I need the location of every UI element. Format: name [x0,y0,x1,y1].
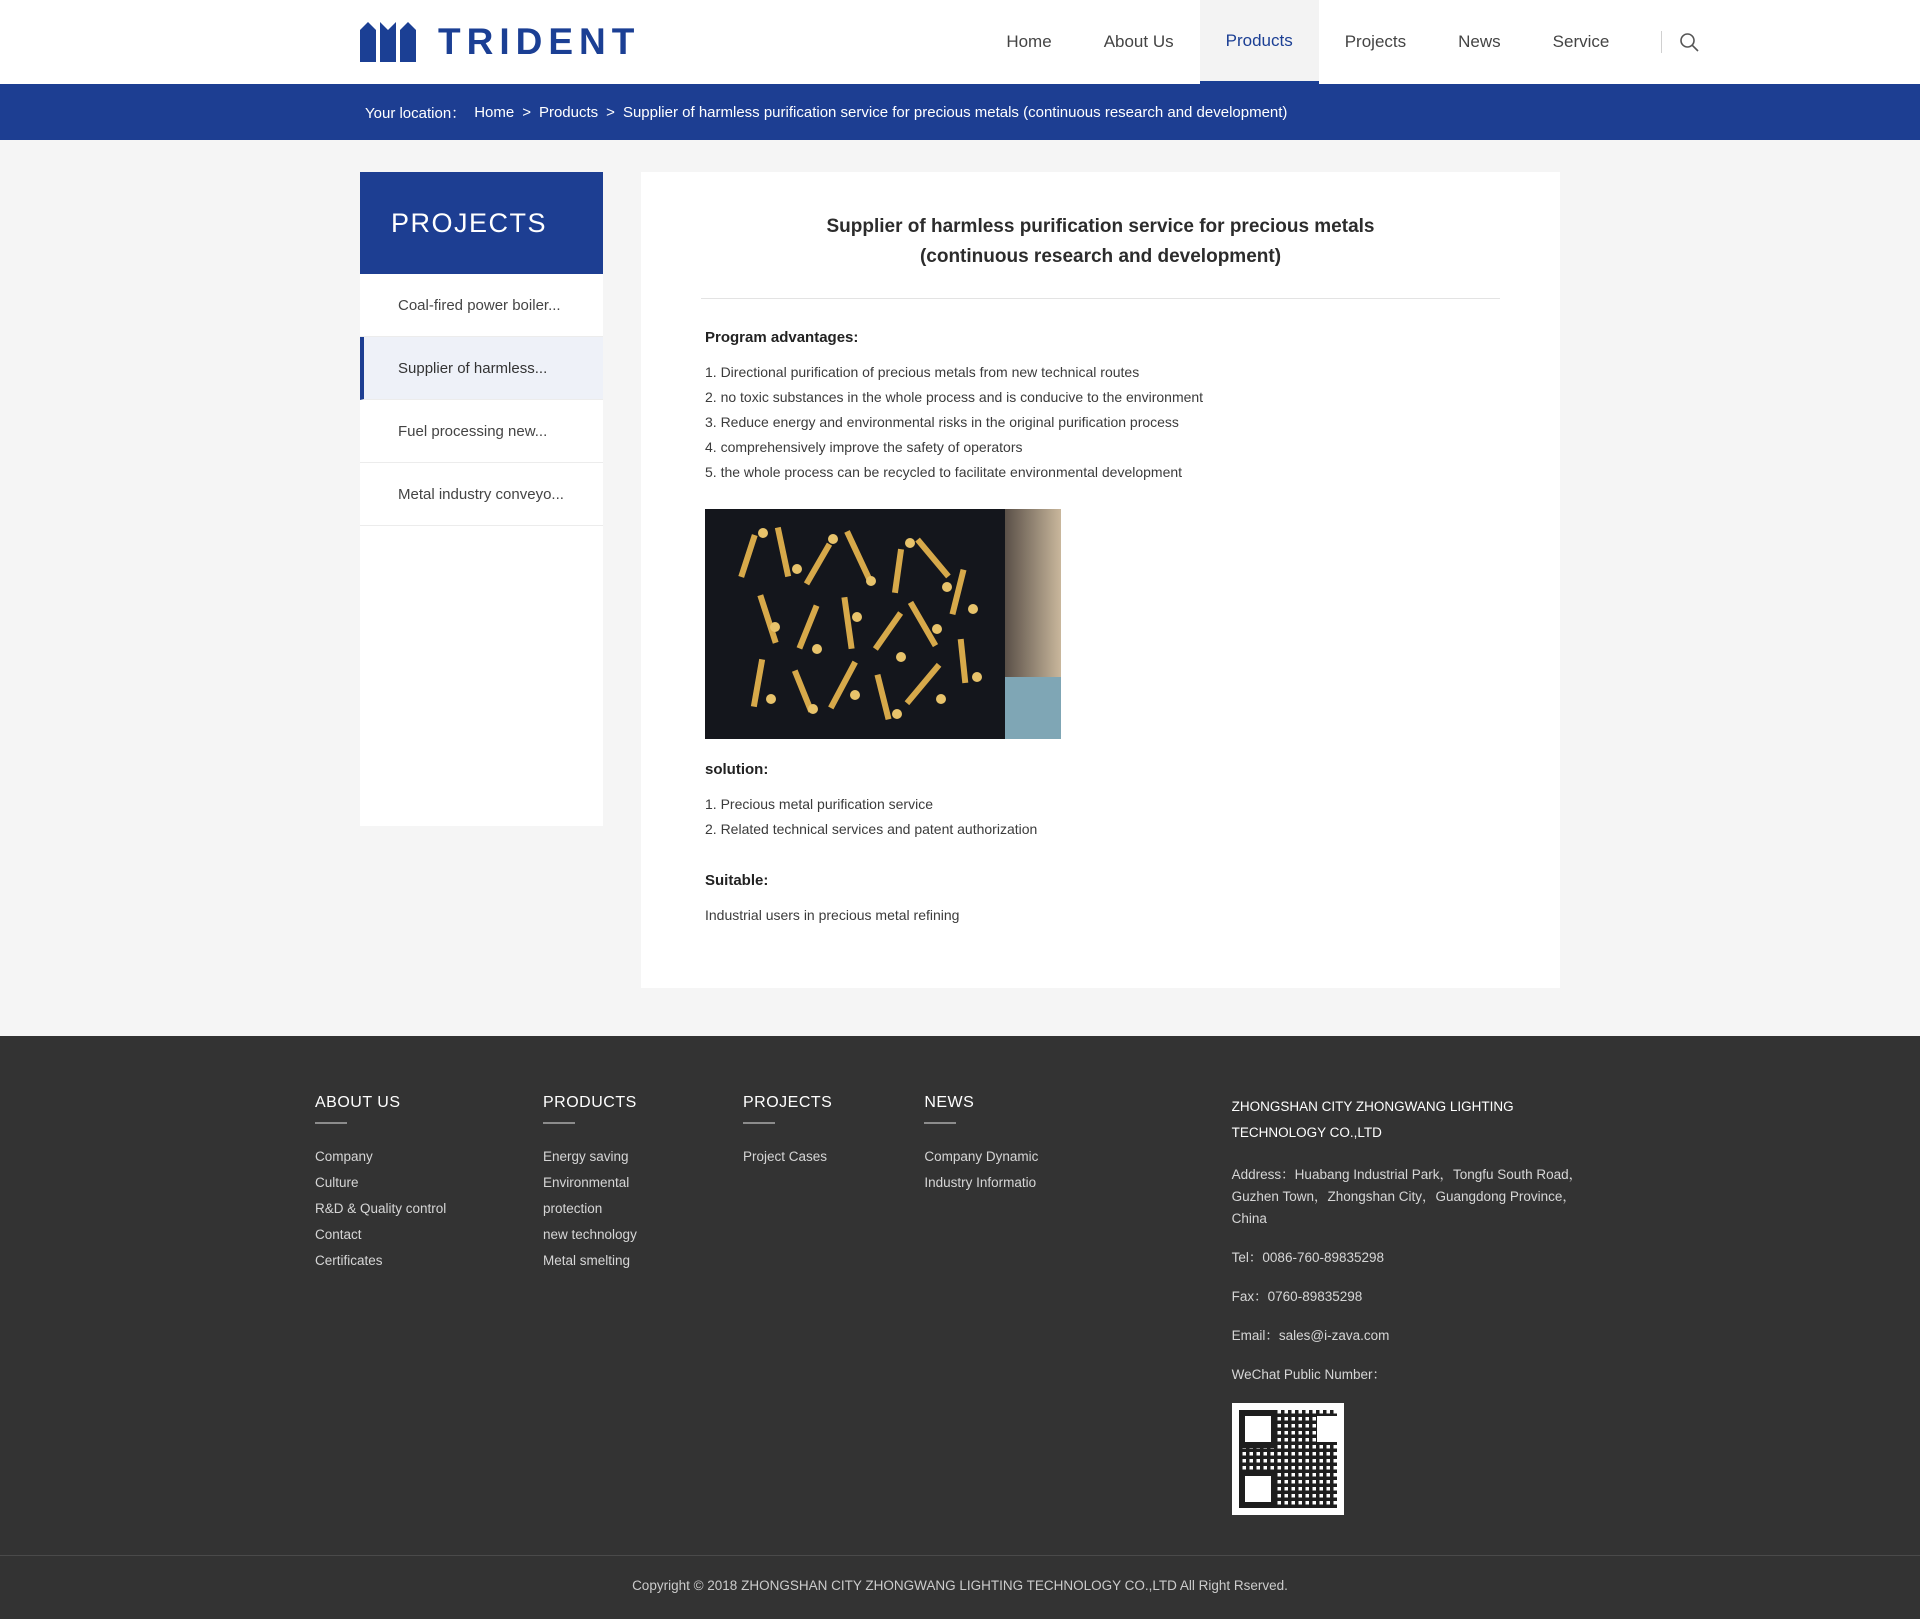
sidebar-item-metal-industry-conveyor[interactable]: Metal industry conveyo... [360,463,603,526]
footer-link-project-cases[interactable]: Project Cases [743,1149,828,1164]
footer-email: Email：sales@i-zava.com [1231,1328,1390,1343]
footer-company-name: ZHONGSHAN CITY ZHONGWANG LIGHTING TECHNOLOGY CO.,LTD [1231,1099,1514,1140]
breadcrumb-bar [0,84,1920,140]
nav-item-products[interactable]: Products [1200,0,1319,84]
footer-fax: Fax：0760-89835298 [1231,1289,1363,1304]
product-photo [705,509,1061,739]
nav-item-projects[interactable]: Projects [1344,32,1407,51]
logo[interactable] [358,0,640,84]
suitable-text: Industrial users in precious metal refining [705,907,960,923]
footer-link-environmental-protection[interactable]: Environmental protection [543,1175,630,1216]
advantage-line: 5. the whole process can be recycled to facilitate environmental development [705,464,1183,480]
footer-address: Address：Huabang Industrial Park，Tongfu South Road，Guzhen Town，Zhongshan City，Guangdong Province，China [1231,1167,1583,1226]
breadcrumb-separator: > [606,103,615,121]
footer-link-energy-saving[interactable]: Energy saving [543,1149,629,1164]
footer-column-about-us [315,1094,483,1274]
nav-item-home[interactable]: Home [1006,32,1052,51]
nav-item-about-us[interactable]: About Us [1103,32,1174,51]
breadcrumb-item-products[interactable]: Products [538,103,599,121]
footer-heading-news: NEWS [924,1094,975,1111]
advantage-line: 4. comprehensively improve the safety of operators [705,439,1023,455]
footer-column-projects [743,1094,864,1170]
sidebar-title: PROJECTS [360,172,603,274]
footer-link-industry-information[interactable]: Industry Informatio [924,1175,1037,1190]
advantage-line: 2. no toxic substances in the whole process and is conducive to the environment [705,389,1204,405]
breadcrumb-prefix: Your location： [365,104,467,122]
solution-heading: solution: [705,761,769,778]
footer-rule [743,1122,775,1124]
page-title: Supplier of harmless purification service for precious metals (continuous research and development) [701,212,1500,299]
footer-rule [315,1122,347,1124]
advantage-line: 1. Directional purification of precious metals from new technical routes [705,364,1140,380]
footer-link-rd-quality-control[interactable]: R&D & Quality control [315,1201,447,1216]
footer-link-new-technology[interactable]: new technology [543,1227,637,1242]
main-nav [980,0,1700,84]
sidebar-item-coal-fired-power-boiler[interactable]: Coal-fired power boiler... [360,274,603,337]
advantage-line: 3. Reduce energy and environmental risks in the original purification process [705,414,1179,430]
footer-link-company[interactable]: Company [315,1149,373,1164]
site-footer [0,1036,1920,1555]
footer-rule [924,1122,956,1124]
sidebar-item-fuel-processing-new[interactable]: Fuel processing new... [360,400,603,463]
wechat-qr-code [1232,1403,1344,1515]
solution-line: 2. Related technical services and patent authorization [705,821,1038,837]
footer-wechat-label: WeChat Public Number： [1231,1367,1386,1382]
copyright-bar: Copyright © 2018 ZHONGSHAN CITY ZHONGWANG LIGHTING TECHNOLOGY CO.,LTD All Right Rserved. [0,1555,1920,1619]
sidebar [360,172,603,826]
footer-link-culture[interactable]: Culture [315,1175,359,1190]
search-icon[interactable] [1678,31,1700,53]
footer-column-news [924,1094,1171,1196]
brand-name: TRIDENT [438,21,641,62]
content-area [0,140,1920,1036]
footer-tel: Tel：0086-760-89835298 [1231,1250,1385,1265]
footer-heading-projects: PROJECTS [743,1094,833,1111]
article-card [641,172,1560,988]
breadcrumb [365,102,1287,123]
footer-company-info [1232,1094,1605,1515]
trident-logo-icon [358,20,420,64]
footer-heading-about-us: ABOUT US [315,1094,401,1111]
nav-divider [1661,31,1662,53]
footer-link-metal-smelting[interactable]: Metal smelting [543,1253,631,1268]
footer-rule [543,1122,575,1124]
footer-link-contact[interactable]: Contact [315,1227,362,1242]
site-header [0,0,1920,84]
sidebar-item-supplier-of-harmless[interactable]: Supplier of harmless... [360,337,603,400]
footer-link-certificates[interactable]: Certificates [315,1253,383,1268]
breadcrumb-separator: > [522,103,531,121]
footer-column-products [543,1094,683,1274]
footer-heading-products: PRODUCTS [543,1094,637,1111]
suitable-heading: Suitable: [705,872,769,889]
solution-line: 1. Precious metal purification service [705,796,933,812]
advantages-heading: Program advantages: [705,329,859,346]
nav-item-service[interactable]: Service [1552,32,1610,51]
footer-link-company-dynamic[interactable]: Company Dynamic [924,1149,1039,1164]
breadcrumb-item-home[interactable]: Home [474,103,515,121]
nav-item-news[interactable]: News [1458,32,1501,51]
breadcrumb-item-current: Supplier of harmless purification service for precious metals (continuous research and development) [622,103,1288,121]
